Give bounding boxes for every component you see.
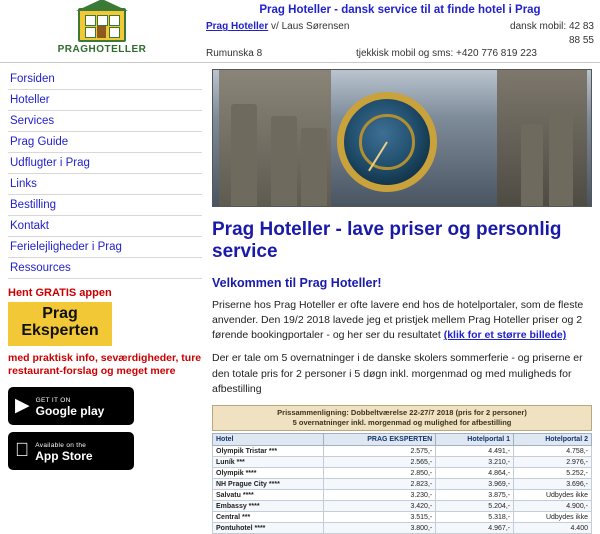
page-title: Prag Hoteller - lave priser og personlig service [212,219,562,263]
table-row [213,457,592,468]
google-play-small: GET IT ON [35,396,71,404]
sidebar-item-ressources[interactable]: Ressources [8,258,202,279]
app-store-big: App Store [21,449,79,464]
page-title-header: Prag Hoteller - dansk service til at finde hotel i Prag [259,4,541,16]
brand-suffix: v/ Laus Sørensen [271,21,350,33]
caption-line-2: 5 overnatninger inkl. morgenmad og mulighed for afbestilling [292,418,512,428]
cell-hotel-name: Salvatu **** [213,490,324,501]
sidebar [0,63,208,464]
sidebar-item-udflugter[interactable]: Udflugter i Prag [8,153,202,174]
sidebar-item-ferielejligheder[interactable]: Ferielejligheder i Prag [8,237,202,258]
dansk-mobil: dansk mobil: 42 83 88 55 [510,21,594,46]
sidebar-item-bestilling[interactable]: Bestilling [8,195,202,216]
cell-price: 5.318,- [436,512,514,523]
col-hotel: Hotel [213,434,324,446]
house-icon [78,8,126,42]
app-store-badge[interactable] [8,432,134,470]
cell-price: 5.204,- [436,501,514,512]
col-prag-eksperten: PRAG EKSPERTEN [323,434,436,446]
cell-price: 3.515,- [323,512,436,523]
google-play-big: Google play [35,404,105,419]
cell-price: 2.850,- [323,468,436,479]
col-portal-2: Hotelportal 2 [514,434,592,446]
cell-hotel-name: Luník *** [213,457,324,468]
cell-price: 4.400 [514,523,592,534]
table-header-row [213,434,592,446]
contact-row-2 [206,47,594,61]
cell-price: Udbydes ikke [514,512,592,523]
apple-icon [15,441,29,460]
table-row [213,501,592,512]
intro-paragraph [212,298,592,344]
logo[interactable] [0,0,200,62]
header-main [200,0,600,62]
cell-hotel-name: NH Prague City **** [213,479,324,490]
cell-price: 2.976,- [514,457,592,468]
cell-price: 4.864,- [436,468,514,479]
second-paragraph: Der er tale om 5 overnatninger i de danske skolers sommerferie - og priserne er den totale pris for 2 personer i 5 døgn inkl. morgenmad og med muligheds for afbestilling [212,352,583,395]
cell-hotel-name: Pontuhotel **** [213,523,324,534]
google-play-badge[interactable] [8,387,134,425]
cell-price: 4.491,- [436,446,514,457]
cell-price: 4.758,- [514,446,592,457]
table-row [213,490,592,501]
cell-price: Udbydes ikke [514,490,592,501]
sidebar-item-links[interactable]: Links [8,174,202,195]
main-content [208,63,600,532]
cell-hotel-name: Olympik **** [213,468,324,479]
cell-price: 3.230,- [323,490,436,501]
cell-price: 2.575,- [323,446,436,457]
promo-brand-line2: Eksperten [21,321,99,339]
cell-price: 2.823,- [323,479,436,490]
cell-price: 3.875,- [436,490,514,501]
site-header [0,0,600,63]
address: Rumunska 8 [206,48,263,60]
col-portal-1: Hotelportal 1 [436,434,514,446]
larger-image-link[interactable]: (klik for et større billede) [443,329,567,342]
logo-text: PRAGHOTELLER [57,43,147,55]
table-row [213,523,592,534]
cell-price: 3.210,- [436,457,514,468]
cell-hotel-name: Embassy **** [213,501,324,512]
cell-price: 5.252,- [514,468,592,479]
brand-link[interactable]: Prag Hoteller [206,21,269,33]
cell-price: 4.900,- [514,501,592,512]
cell-hotel-name: Olympik Tristar *** [213,446,324,457]
caption-line-1: Prissammenligning: Dobbeltværelse 22-27/7 2018 (pris for 2 personer) [277,408,527,418]
contact-row-1 [206,20,594,47]
table-row [213,479,592,490]
welcome-subhead: Velkommen til Prag Hoteller! [212,275,382,290]
google-play-icon: ▶ [15,395,30,417]
intro-paragraph-text: Priserne hos Prag Hoteller er ofte lavere end hos de hotelportaler, som de fleste anvender. Den 19/2 2018 lavede jeg et pristjek mellem Prag Hoteller priser og 2 førende bookingportaler - og her ser du resultatet [212,298,584,342]
cell-price: 3.696,- [514,479,592,490]
body-wrapper [0,63,600,532]
sidebar-item-services[interactable]: Services [8,111,202,132]
cell-price: 4.967,- [436,523,514,534]
cell-price: 3.800,- [323,523,436,534]
sidebar-item-forsiden[interactable]: Forsiden [8,69,202,90]
app-store-small: Available on the [21,441,72,449]
promo-brand[interactable] [8,302,112,346]
table-row [213,512,592,523]
promo-brand-line1: Prag [42,305,78,322]
cell-price: 3.969,- [436,479,514,490]
table-row [213,468,592,479]
sidebar-item-prag-guide[interactable]: Prag Guide [8,132,202,153]
sidebar-item-kontakt[interactable]: Kontakt [8,216,202,237]
clock-icon [337,92,437,192]
price-table-caption [212,405,592,431]
cell-hotel-name: Central *** [213,512,324,523]
promo-description: med praktisk info, seværdigheder, ture restaurant-forslag og meget mere [8,351,202,378]
hero-image-astronomical-clock [212,69,592,207]
promo-headline: Hent GRATIS appen [8,287,112,299]
cell-price: 3.420,- [323,501,436,512]
sidebar-item-hoteller[interactable]: Hoteller [8,90,202,111]
price-comparison-table [212,433,592,534]
cell-price: 2.565,- [323,457,436,468]
table-row [213,446,592,457]
tjekkisk-mobil: tjekkisk mobil og sms: +420 776 819 223 [356,48,537,60]
